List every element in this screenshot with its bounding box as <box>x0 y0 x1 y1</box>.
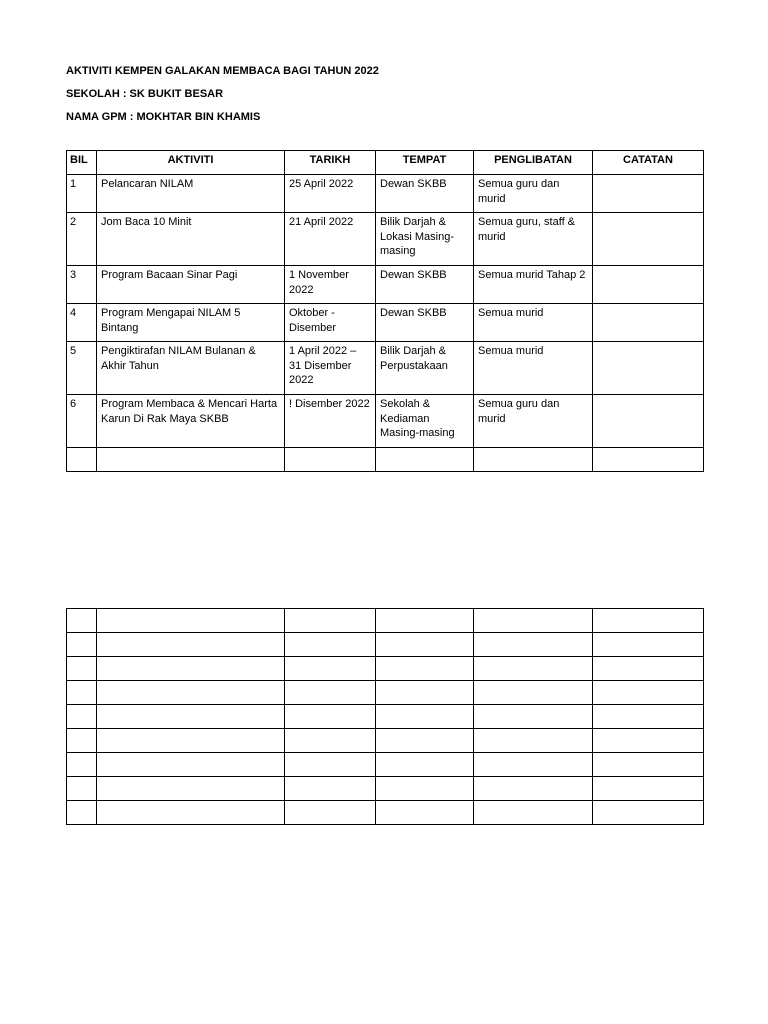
school-line: SEKOLAH : SK BUKIT BESAR <box>66 88 224 100</box>
cell-bil: 4 <box>67 304 97 342</box>
cell-catatan <box>593 213 704 266</box>
cell-aktiviti: Program Mengapai NILAM 5 Bintang <box>97 304 285 342</box>
blank-cell <box>67 681 97 705</box>
blank-cell <box>285 633 376 657</box>
blank-cell <box>97 801 285 825</box>
blank-row <box>67 777 704 801</box>
column-header-catatan: CATATAN <box>593 151 704 175</box>
table-row <box>67 266 704 304</box>
blank-cell <box>285 777 376 801</box>
blank-cell <box>67 753 97 777</box>
blank-cell <box>474 705 593 729</box>
blank-cell <box>593 777 704 801</box>
cell-tempat <box>376 448 474 472</box>
cell-aktiviti <box>97 448 285 472</box>
cell-catatan <box>593 448 704 472</box>
column-header-aktiviti: AKTIVITI <box>97 151 285 175</box>
blank-cell <box>474 753 593 777</box>
cell-aktiviti: Jom Baca 10 Minit <box>97 213 285 266</box>
cell-penglibatan: Semua murid Tahap 2 <box>474 266 593 304</box>
blank-cell <box>67 777 97 801</box>
cell-tempat: Dewan SKBB <box>376 175 474 213</box>
blank-cell <box>97 777 285 801</box>
table-row-empty <box>67 448 704 472</box>
blank-row <box>67 633 704 657</box>
table-header-row <box>67 151 704 175</box>
blank-cell <box>593 753 704 777</box>
cell-tempat: Bilik Darjah & Perpustakaan <box>376 342 474 395</box>
blank-cell <box>593 681 704 705</box>
blank-cell <box>593 705 704 729</box>
blank-cell <box>97 705 285 729</box>
blank-row <box>67 705 704 729</box>
table-row <box>67 342 704 395</box>
cell-penglibatan: Semua guru, staff & murid <box>474 213 593 266</box>
blank-cell <box>67 729 97 753</box>
cell-catatan <box>593 175 704 213</box>
blank-row <box>67 657 704 681</box>
blank-cell <box>376 657 474 681</box>
column-header-tarikh: TARIKH <box>285 151 376 175</box>
cell-penglibatan: Semua murid <box>474 304 593 342</box>
cell-tarikh: 25 April 2022 <box>285 175 376 213</box>
cell-tempat: Dewan SKBB <box>376 304 474 342</box>
blank-cell <box>67 609 97 633</box>
blank-cell <box>97 753 285 777</box>
cell-penglibatan: Semua guru dan murid <box>474 175 593 213</box>
cell-catatan <box>593 342 704 395</box>
blank-cell <box>474 801 593 825</box>
cell-aktiviti: Program Bacaan Sinar Pagi <box>97 266 285 304</box>
cell-aktiviti: Pengiktirafan NILAM Bulanan & Akhir Tahun <box>97 342 285 395</box>
activity-table <box>66 150 704 472</box>
blank-cell <box>376 801 474 825</box>
cell-bil: 1 <box>67 175 97 213</box>
blank-cell <box>474 729 593 753</box>
blank-cell <box>285 657 376 681</box>
column-header-bil: BIL <box>67 151 97 175</box>
blank-cell <box>376 609 474 633</box>
column-header-penglibatan: PENGLIBATAN <box>474 151 593 175</box>
blank-cell <box>376 729 474 753</box>
cell-penglibatan: Semua guru dan murid <box>474 395 593 448</box>
blank-cell <box>285 609 376 633</box>
table-row <box>67 395 704 448</box>
blank-row <box>67 753 704 777</box>
cell-tempat: Bilik Darjah & Lokasi Masing-masing <box>376 213 474 266</box>
blank-row <box>67 801 704 825</box>
cell-catatan <box>593 266 704 304</box>
blank-cell <box>97 633 285 657</box>
cell-tarikh: Oktober - Disember <box>285 304 376 342</box>
cell-bil <box>67 448 97 472</box>
cell-aktiviti: Program Membaca & Mencari Harta Karun Di Rak Maya SKBB <box>97 395 285 448</box>
cell-tarikh: 1 April 2022 – 31 Disember 2022 <box>285 342 376 395</box>
blank-cell <box>593 729 704 753</box>
column-header-tempat: TEMPAT <box>376 151 474 175</box>
cell-catatan <box>593 304 704 342</box>
blank-cell <box>67 633 97 657</box>
blank-cell <box>285 681 376 705</box>
document-title: AKTIVITI KEMPEN GALAKAN MEMBACA BAGI TAHUN 2022 <box>66 65 379 77</box>
cell-bil: 2 <box>67 213 97 266</box>
cell-tempat: Dewan SKBB <box>376 266 474 304</box>
cell-tarikh: ! Disember 2022 <box>285 395 376 448</box>
blank-row <box>67 681 704 705</box>
blank-cell <box>285 801 376 825</box>
blank-cell <box>376 681 474 705</box>
blank-cell <box>376 705 474 729</box>
blank-cell <box>593 633 704 657</box>
blank-cell <box>97 657 285 681</box>
blank-cell <box>474 609 593 633</box>
table-row <box>67 304 704 342</box>
blank-cell <box>593 609 704 633</box>
blank-cell <box>285 705 376 729</box>
blank-cell <box>474 777 593 801</box>
gpm-line: NAMA GPM : MOKHTAR BIN KHAMIS <box>66 111 261 123</box>
blank-cell <box>97 681 285 705</box>
blank-cell <box>474 681 593 705</box>
blank-cell <box>376 633 474 657</box>
cell-tempat: Sekolah & Kediaman Masing-masing <box>376 395 474 448</box>
blank-cell <box>593 801 704 825</box>
blank-cell <box>285 729 376 753</box>
blank-cell <box>376 777 474 801</box>
cell-tarikh: 21 April 2022 <box>285 213 376 266</box>
blank-cell <box>97 729 285 753</box>
table-row <box>67 213 704 266</box>
blank-row <box>67 729 704 753</box>
blank-cell <box>67 657 97 681</box>
cell-penglibatan: Semua murid <box>474 342 593 395</box>
blank-cell <box>474 657 593 681</box>
blank-cell <box>593 657 704 681</box>
cell-catatan <box>593 395 704 448</box>
cell-penglibatan <box>474 448 593 472</box>
cell-aktiviti: Pelancaran NILAM <box>97 175 285 213</box>
blank-cell <box>67 705 97 729</box>
cell-tarikh: 1 November 2022 <box>285 266 376 304</box>
blank-cell <box>97 609 285 633</box>
table-row <box>67 175 704 213</box>
blank-cell <box>67 801 97 825</box>
blank-cell <box>285 753 376 777</box>
cell-tarikh <box>285 448 376 472</box>
blank-table <box>66 608 704 825</box>
blank-row <box>67 609 704 633</box>
blank-cell <box>474 633 593 657</box>
cell-bil: 5 <box>67 342 97 395</box>
blank-cell <box>376 753 474 777</box>
cell-bil: 3 <box>67 266 97 304</box>
cell-bil: 6 <box>67 395 97 448</box>
